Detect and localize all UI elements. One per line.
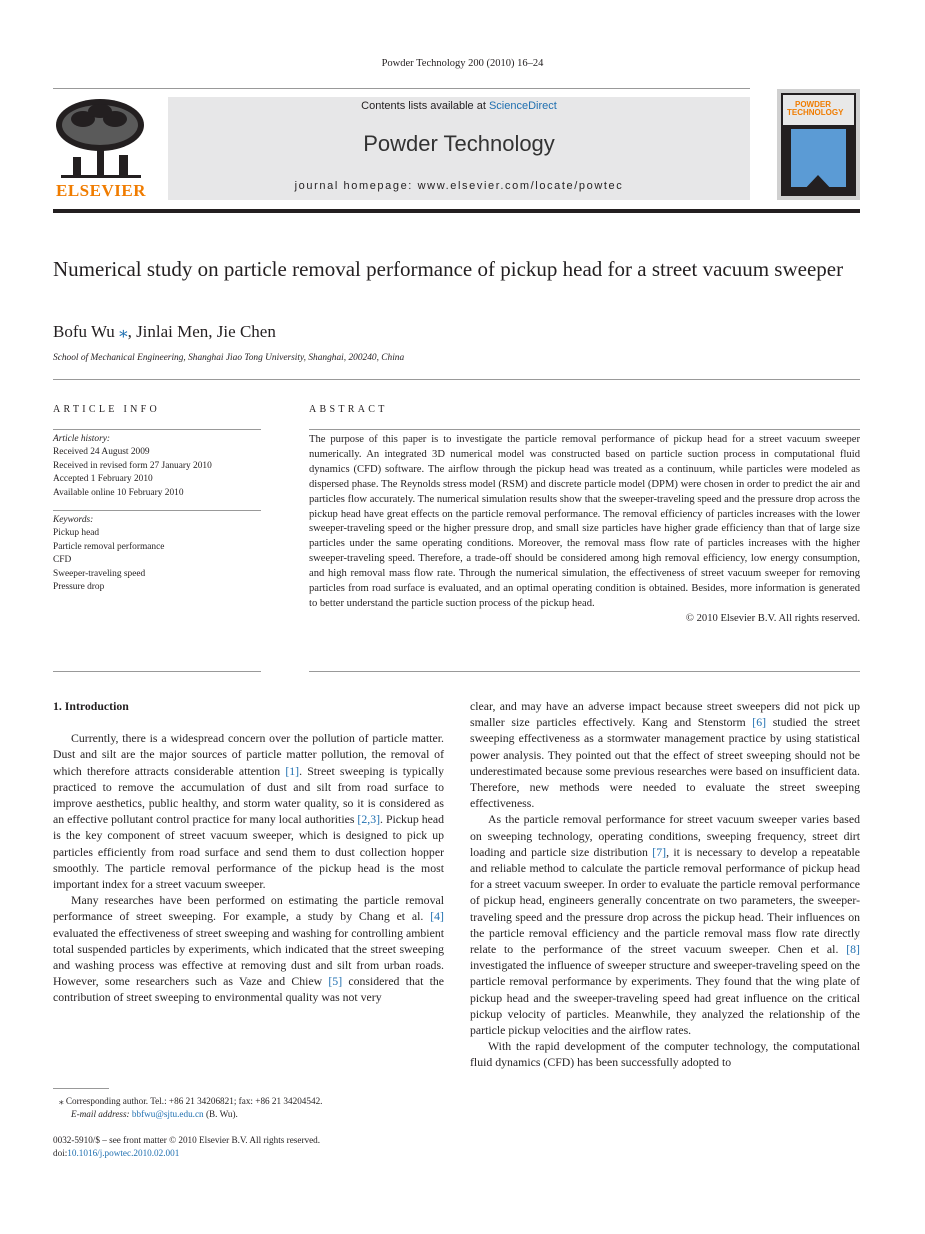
email-label: E-mail address: [71, 1109, 132, 1120]
text-run: investigated the influence of sweeper structure and sweeper-traveling speed on the particle removal performance by experiments. They found that the wing plate of pickup head and the sweeper-traveling speed had great influence on the critical pickup velocity of particles. Meanwhile, they analyzed the relationship of the particle pickup velocities and the airflow rates. [470, 958, 860, 1038]
abstract [309, 433, 860, 627]
corresponding-author-mark[interactable]: ⁎ [119, 322, 128, 341]
text-run: . Pickup head is the key component of street vacuum sweeper, which is designed to pick up particles efficiently from road surface and send them to dust collection hopper smoothly. The particle removal performance of the pickup head is the most important index for a street vacuum sweeper. [53, 812, 444, 892]
citation-link[interactable]: [2,3] [357, 812, 381, 827]
history-label: Article history: [53, 434, 111, 444]
body-column-right [470, 698, 860, 1071]
cover-title-bottom: TECHNOLOGY [787, 108, 844, 117]
paragraph: With the rapid development of the computer technology, the computational fluid dynamics (CFD) has been successfully adopted to [470, 1039, 860, 1070]
history-item: Received in revised form 27 January 2010 [53, 460, 212, 471]
elsevier-wordmark: ELSEVIER [56, 181, 146, 200]
corresponding-text: Corresponding author. Tel.: +86 21 34206821; fax: +86 21 34204542. [63, 1096, 323, 1106]
corresponding-note [53, 1095, 444, 1108]
author-rest: , Jinlai Men, Jie Chen [127, 322, 276, 341]
journal-cover[interactable] [777, 89, 860, 200]
email-suffix: (B. Wu). [203, 1109, 238, 1120]
sciencedirect-link[interactable]: ScienceDirect [488, 100, 557, 112]
history-item: Received 24 August 2009 [53, 447, 150, 458]
citation-link[interactable]: [8] [846, 942, 860, 957]
article-info-heading: ARTICLE INFO [53, 404, 161, 415]
email-line [53, 1108, 444, 1121]
masthead-rule [53, 209, 860, 213]
cover-title-top: POWDER [795, 100, 831, 109]
text-run: studied the street sweeping effectiveness as a stormwater management practice by using statistical power analysis. They pointed out that the effect of street sweeping should not be underestimated because some previous researches were based on insufficient data. Therefore, new methods were needed to evaluate the street sweeping effectiveness. [470, 715, 860, 811]
keywords [53, 514, 164, 594]
footnote-mark: ⁎ [59, 1096, 64, 1106]
text-run: Currently, there is a widespread concern over the pollution of particle matter. Dust and silt are the major sources of particle matter pollution, the removal of which therefore attracts considerable attention [53, 731, 444, 778]
body-column-left [53, 698, 444, 1006]
doi-label: doi: [53, 1148, 68, 1159]
author-first[interactable]: Bofu Wu [53, 322, 115, 341]
journal-homepage[interactable]: journal homepage: www.elsevier.com/locate/powtec [294, 180, 624, 192]
keyword: Pickup head [53, 528, 100, 539]
front-matter-line: 0032-5910/$ – see front matter © 2010 Elsevier B.V. All rights reserved. [53, 1135, 321, 1145]
journal-name: Powder Technology [363, 131, 555, 156]
header-divider [53, 88, 750, 89]
contents-line [168, 100, 750, 112]
history-item: Accepted 1 February 2010 [53, 474, 153, 485]
footnote-rule [53, 1088, 109, 1089]
text-run: . Street sweeping is typically practiced to remove the accumulation of dust and silt from road surface to improve aesthetics, public healthy, and storm water quality, so it is considered as an effective pollutant control practice for many local authorities [53, 763, 445, 827]
article-info-rule [53, 429, 261, 430]
article-history [53, 433, 212, 500]
citation-link[interactable]: [7] [652, 844, 667, 859]
text-run: evaluated the effectiveness of street sweeping and washing for controlling ambient total suspended particles by experiments, which indicated that the street sweeping and washing process was effective at removing dust and silt from urban roads. However, some researchers such as Vaze and Chiew [53, 925, 444, 989]
citation-link[interactable]: [6] [752, 715, 767, 730]
abstract-copyright: © 2010 Elsevier B.V. All rights reserved. [685, 612, 860, 624]
article-info-bottom-rule [53, 671, 261, 672]
keyword: Sweeper-traveling speed [53, 568, 146, 579]
affiliation: School of Mechanical Engineering, Shanghai Jiao Tong University, Shanghai, 200240, China [53, 353, 405, 363]
abstract-rule [309, 429, 860, 430]
paragraph [53, 730, 444, 892]
citation-link[interactable]: [1] [285, 763, 300, 778]
contents-prefix: Contents lists available at [361, 100, 489, 112]
keyword: Particle removal performance [53, 541, 165, 552]
text-run: , it is necessary to develop a repeatable and reliable method to calculate the particle removal performance of pickup head for a street vacuum sweeper. In order to evaluate the particle removal performance of pickup head, engineers generally concentrate on two parameters, the sweeper-traveling speed and the pressure drop across the pickup head. Their influences on the particle removal efficiency and the particle removal mass flow rate directly relate to the performance of the street vacuum sweeper. Chen et al. [470, 844, 860, 957]
text-run: clear, and may have an adverse impact because street sweepers did not pick up smaller size particles effectively. Kang and Stenstorm [470, 699, 860, 730]
issn-block [53, 1134, 320, 1161]
section-heading: 1. Introduction [53, 699, 129, 713]
doi-link[interactable]: 10.1016/j.powtec.2010.02.001 [67, 1148, 180, 1159]
running-head: Powder Technology 200 (2010) 16–24 [381, 58, 544, 69]
text-run: Many researches have been performed on estimating the particle removal performance of street sweeping. For example, a study by Chang et al. [53, 893, 444, 924]
citation-link[interactable]: [5] [328, 974, 343, 989]
elsevier-logo[interactable] [53, 97, 149, 201]
title-divider [53, 379, 860, 380]
journal-banner [168, 97, 750, 200]
abstract-text: The purpose of this paper is to investigate the particle removal performance of pickup head for a street vacuum sweeper numerically. An integrated 3D numerical model was constructed based on particle suction process in computational fluid dynamics (CFD) software. The airflow through the pickup head was treated as a continuum, while particles were modeled as dispersed phase. The Reynolds stress model (RSM) and discrete particle model (DPM) were chosen in order to predict the air and particles flow accurately. The numerical simulation results show that the sweeper-traveling speed and the pressure drop across the pickup head have great effects on the particle removal performance. The removal efficiency of particles increases with the lower sweeper-traveling speed or the higher pressure drop, and small size particles have higher grade efficiency than that of large size particles under the same operating conditions. Moreover, the removal mass flow rate of particles increases with the higher sweeper-traveling speed. Therefore, a trade-off should be considered among high removal efficiency, low energy consumption, and high removal mass flow rate. Through the numerical simulation, the effectiveness of street vacuum sweeper for removing particles from road surface is evaluated, and an optimal operating condition is obtained. Besides, more information is generated to better understand the particle suction process of the pickup head. [309, 434, 860, 609]
doi-line [53, 1147, 320, 1160]
citation-link[interactable]: [4] [430, 909, 444, 924]
article-title: Numerical study on particle removal performance of pickup head for a street vacuum sweeper [53, 257, 844, 281]
paragraph [470, 698, 860, 811]
keyword: CFD [53, 555, 72, 566]
keywords-label: Keywords: [53, 515, 94, 525]
author-list [53, 322, 276, 342]
text-run: As the particle removal performance for street vacuum sweeper varies based on sweeping technology, operating conditions, sweeping frequency, street dirt loading and particle size distribution [470, 812, 860, 859]
footnote [53, 1095, 444, 1122]
keywords-rule [53, 510, 261, 511]
abstract-bottom-rule [309, 671, 860, 672]
text-run: considered that the contribution of street sweeping to environmental quality was not very [53, 974, 444, 1005]
paragraph [470, 811, 860, 1038]
paragraph [53, 892, 444, 1005]
keyword: Pressure drop [53, 582, 105, 593]
history-item: Available online 10 February 2010 [53, 487, 184, 498]
abstract-heading: ABSTRACT [309, 404, 388, 415]
email-link[interactable]: bbfwu@sjtu.edu.cn [131, 1109, 204, 1120]
